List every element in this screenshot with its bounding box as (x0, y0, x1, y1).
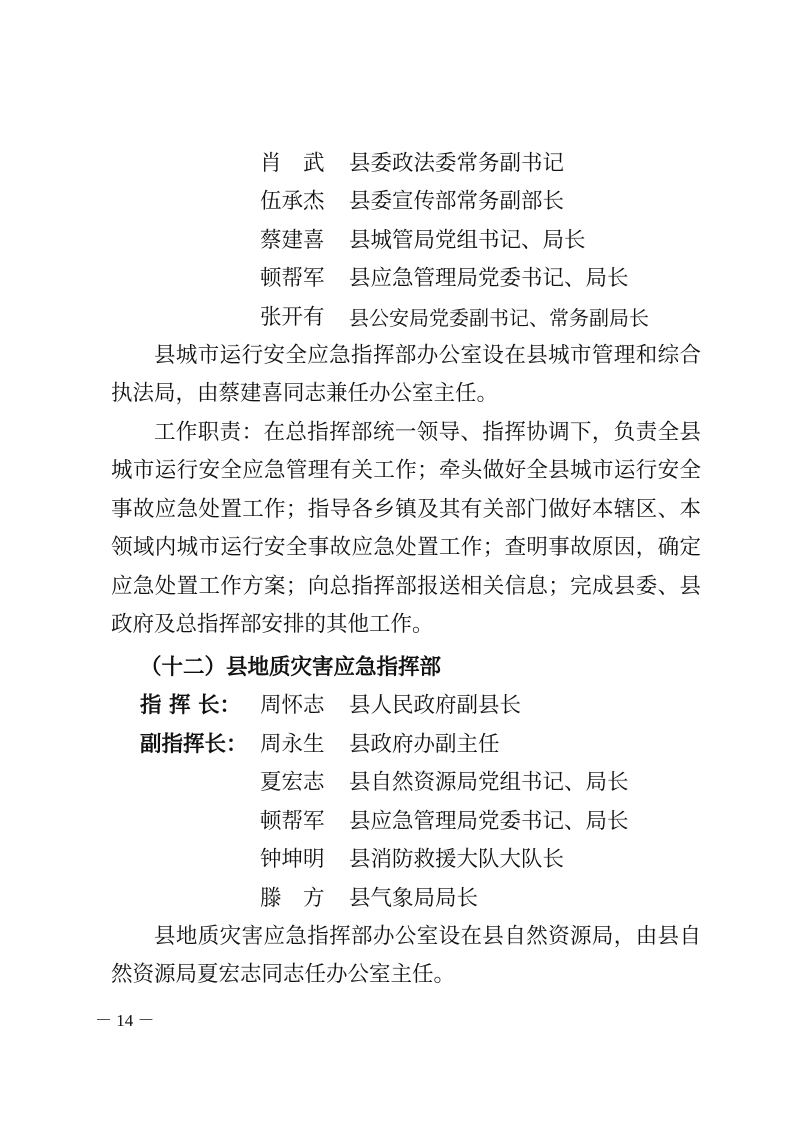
member-name: 蔡建喜 (260, 228, 325, 253)
member-role: 县应急管理局党委书记、局长 (349, 266, 629, 291)
member-name: 顿帮军 (260, 266, 325, 291)
commander-label: 指 挥 长： (140, 693, 241, 718)
vice-commander-name: 周永生 (260, 732, 325, 757)
section-heading: （十二）县地质灾害应急指挥部 (140, 655, 442, 680)
duties-paragraph: 工作职责：在总指挥部统一领导、指挥协调下，负责全县城市运行安全应急管理有关工作；牵头做好全县城市运行安全事故应急处置工作；指导各乡镇及其有关部门做好本辖区、本领域内城市运行安全事故应急处置工作；查明事故原因，确定应急处置工作方案；向总指挥部报送相关信息；完成县委、县政府及总指挥部安排的其他工作。 (111, 420, 701, 638)
member-name: 伍承杰 (260, 189, 325, 214)
member-role: 县公安局党委副书记、常务副局长 (349, 306, 649, 330)
vice-commander-role: 县政府办副主任 (349, 732, 500, 757)
member-role: 县消防救援大队大队长 (349, 847, 565, 872)
member-role: 县气象局局长 (349, 886, 479, 911)
member-name: 夏宏志 (260, 770, 325, 795)
member-role: 县委宣传部常务副部长 (349, 189, 565, 214)
vice-commander-label: 副指挥长： (140, 732, 248, 757)
page-number: － 14 － (95, 1011, 155, 1030)
member-name: 张开有 (260, 305, 325, 330)
member-name: 钟坤明 (260, 847, 325, 872)
member-name: 肖 武 (260, 151, 325, 176)
member-name: 顿帮军 (260, 809, 325, 834)
member-role: 县自然资源局党组书记、局长 (349, 770, 629, 795)
member-name: 滕 方 (260, 886, 325, 911)
commander-role: 县人民政府副县长 (349, 693, 522, 718)
member-role: 县应急管理局党委书记、局长 (349, 809, 629, 834)
office-paragraph: 县城市运行安全应急指挥部办公室设在县城市管理和综合执法局，由蔡建喜同志兼任办公室主任。 (111, 343, 701, 407)
member-role: 县委政法委常务副书记 (349, 151, 565, 176)
office-paragraph: 县地质灾害应急指挥部办公室设在县自然资源局，由县自然资源局夏宏志同志任办公室主任。 (111, 924, 701, 988)
commander-name: 周怀志 (260, 693, 325, 718)
member-role: 县城管局党组书记、局长 (349, 228, 586, 253)
